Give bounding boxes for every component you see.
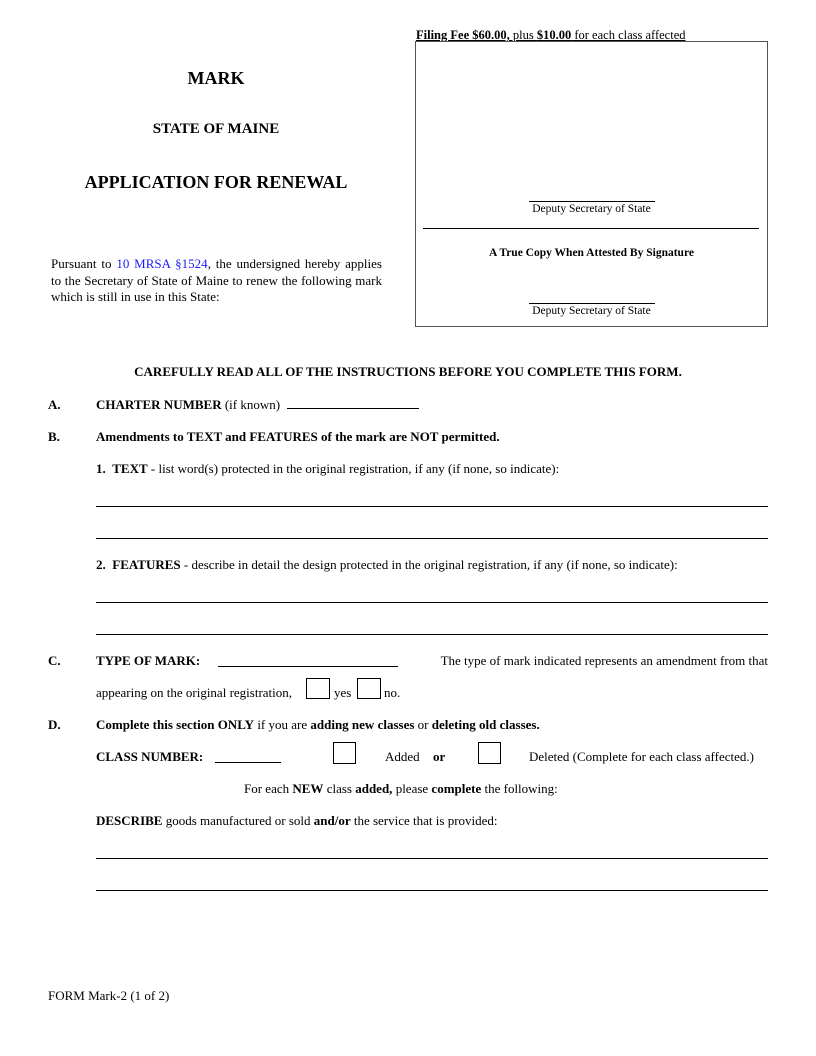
no-checkbox[interactable]: [357, 678, 381, 699]
class-number-field[interactable]: [215, 749, 281, 763]
for-each-1: For each: [244, 781, 293, 796]
section-a-row: [96, 397, 419, 413]
type-of-mark-label: [96, 653, 200, 669]
d-heading-only: ONLY: [217, 717, 255, 732]
signature-line-2: [529, 303, 655, 304]
intro-paragraph: [51, 256, 382, 306]
describe-row: [96, 813, 498, 829]
describe-entry-line-1[interactable]: [96, 858, 768, 859]
for-each-new-class-text: [244, 781, 558, 797]
describe-text-1: goods manufactured or sold: [162, 813, 314, 828]
text-entry-line-1[interactable]: [96, 506, 768, 507]
features-entry-line-1[interactable]: [96, 602, 768, 603]
section-b-heading: Amendments to TEXT and FEATURES of the mark are NOT permitted.: [96, 429, 500, 444]
attestation-divider: [423, 228, 759, 229]
form-title: MARK: [187, 68, 245, 88]
per-class-fee-text: for each class affected: [571, 28, 686, 42]
features-item-row: [96, 557, 678, 573]
signature-label-1: Deputy Secretary of State: [532, 203, 651, 215]
d-heading-or: or: [414, 717, 432, 732]
describe-label: DESCRIBE: [96, 813, 163, 828]
d-heading-mid: if you are: [254, 717, 311, 732]
for-each-new: NEW: [292, 781, 324, 796]
instructions-heading: CAREFULLY READ ALL OF THE INSTRUCTIONS BEFORE YOU COMPLETE THIS FORM.: [134, 364, 682, 379]
text-item-label: TEXT: [112, 461, 148, 476]
statute-link[interactable]: 10 MRSA §1524: [116, 256, 208, 271]
for-each-complete: complete: [431, 781, 482, 796]
no-label: no.: [384, 685, 401, 700]
signature-label-2: Deputy Secretary of State: [532, 305, 651, 317]
intro-prefix: Pursuant to: [51, 256, 117, 271]
type-of-mark-label-text: TYPE OF MARK:: [96, 653, 201, 668]
added-label: Added: [385, 749, 420, 764]
section-d-letter: D.: [48, 717, 61, 732]
features-item-label: FEATURES: [112, 557, 181, 572]
d-heading-adding: adding new classes: [310, 717, 415, 732]
features-item-number: 2.: [96, 557, 106, 572]
attestation-box: [415, 41, 768, 327]
for-each-2: class: [323, 781, 356, 796]
text-item-row: [96, 461, 559, 477]
charter-number-note: (if known): [221, 397, 281, 412]
state-heading: STATE OF MAINE: [152, 121, 280, 137]
filing-fee-plus: plus: [509, 28, 537, 42]
amendment-text: The type of mark indicated represents an amendment from that: [440, 653, 768, 668]
section-a-letter: A.: [48, 397, 61, 412]
section-d-heading: [96, 717, 540, 733]
added-checkbox[interactable]: [333, 742, 356, 764]
deleted-label: Deleted (Complete for each class affected.): [529, 749, 754, 764]
class-number-label: CLASS NUMBER:: [96, 749, 204, 764]
features-item-desc: - describe in detail the design protected in the original registration, if any (if none, so indicate):: [180, 557, 678, 572]
charter-number-label: CHARTER NUMBER: [96, 397, 222, 412]
per-class-fee: $10.00: [536, 28, 572, 42]
intro-suffix: , the undersigned hereby applies to the Secretary of State of Maine to renew the following mark which is still in use in this State:: [51, 256, 382, 304]
type-of-mark-field[interactable]: [218, 653, 398, 667]
text-entry-line-2[interactable]: [96, 538, 768, 539]
signature-line-1: [529, 201, 655, 202]
for-each-added: added,: [355, 781, 393, 796]
features-entry-line-2[interactable]: [96, 634, 768, 635]
yes-checkbox[interactable]: [306, 678, 330, 699]
deleted-checkbox[interactable]: [478, 742, 501, 764]
section-b-letter: B.: [48, 429, 60, 444]
describe-andor: and/or: [313, 813, 351, 828]
text-item-number: 1.: [96, 461, 106, 476]
true-copy-label: A True Copy When Attested By Signature: [489, 247, 694, 259]
or-label: or: [433, 749, 446, 764]
form-name-heading: APPLICATION FOR RENEWAL: [84, 172, 348, 192]
for-each-4: the following:: [481, 781, 558, 796]
original-registration-text: appearing on the original registration,: [96, 685, 293, 700]
yes-label: yes: [334, 685, 352, 700]
section-c-letter: C.: [48, 653, 61, 668]
charter-number-field[interactable]: [287, 398, 419, 409]
text-item-desc: - list word(s) protected in the original registration, if any (if none, so indicate):: [147, 461, 560, 476]
filing-fee-amount: Filing Fee $60.00,: [416, 28, 510, 42]
describe-text-2: the service that is provided:: [350, 813, 498, 828]
d-heading-prefix: Complete this section: [96, 717, 218, 732]
d-heading-deleting: deleting old classes.: [431, 717, 540, 732]
for-each-3: please: [392, 781, 432, 796]
form-footer: FORM Mark-2 (1 of 2): [48, 988, 170, 1003]
describe-entry-line-2[interactable]: [96, 890, 768, 891]
